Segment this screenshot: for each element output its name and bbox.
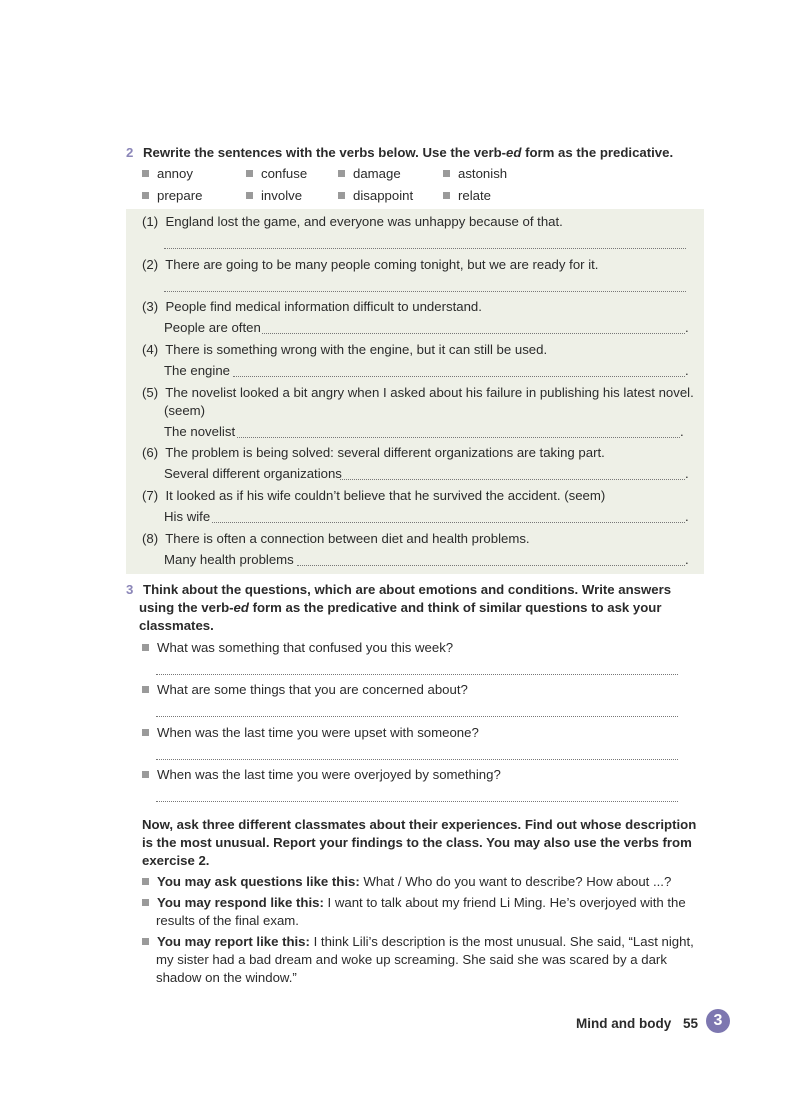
sentence-starter: His wife	[164, 509, 211, 524]
question-item: When was the last time you were upset with someone?	[142, 725, 479, 740]
sentence-starter: The engine	[164, 363, 230, 378]
tip-item: You may report like this: I think Lili’s description is the most unusual. She said, “Last night,	[142, 934, 694, 949]
answer-line[interactable]	[340, 479, 685, 480]
sentence-starter: People are often	[164, 320, 261, 335]
verb-item: prepare	[142, 188, 202, 203]
answer-line[interactable]	[156, 759, 678, 760]
bullet-square-icon	[142, 686, 149, 693]
answer-line[interactable]	[262, 333, 685, 334]
tip-item-continuation: results of the final exam.	[156, 913, 299, 928]
bullet-square-icon	[338, 170, 345, 177]
tip-item: You may respond like this: I want to talk about my friend Li Ming. He’s overjoyed with the	[142, 895, 686, 910]
bullet-square-icon	[142, 729, 149, 736]
sentence-starter: Several different organizations	[164, 466, 342, 481]
question-item: What are some things that you are concerned about?	[142, 682, 468, 697]
exercise-3-number: 3	[126, 582, 134, 597]
exercise-item: (8) There is often a connection between diet and health problems.	[142, 531, 530, 546]
verb-item: confuse	[246, 166, 307, 181]
answer-line[interactable]	[297, 565, 685, 566]
exercise-item: (6) The problem is being solved: several different organizations are taking part.	[142, 445, 605, 460]
exercise-3-heading: 3 Think about the questions, which are about emotions and conditions. Write answers	[126, 582, 672, 597]
verb-item: disappoint	[338, 188, 413, 203]
bullet-square-icon	[142, 878, 149, 885]
verb-item: astonish	[443, 166, 507, 181]
tip-item-continuation: my sister had a bad dream and woke up screaming. She said she was scared by a dark	[156, 952, 667, 967]
bullet-square-icon	[142, 899, 149, 906]
bullet-square-icon	[142, 938, 149, 945]
exercise-2-instruction: Rewrite the sentences with the verbs below. Use the verb-ed form as the predicative.	[143, 145, 674, 160]
unit-title: Mind and body	[576, 1016, 672, 1031]
sentence-starter: Many health problems	[164, 552, 294, 567]
exercise-2-heading	[126, 145, 673, 160]
question-item: What was something that confused you this week?	[142, 640, 453, 655]
exercise-item: (4) There is something wrong with the engine, but it can still be used.	[142, 342, 548, 357]
answer-line[interactable]	[164, 248, 686, 249]
exercise-item: (1) England lost the game, and everyone was unhappy because of that.	[142, 214, 563, 229]
exercise-3-heading-line: using the verb-ed form as the predicative and think of similar questions to ask your	[139, 600, 662, 615]
bullet-square-icon	[443, 170, 450, 177]
exercise-2-number: 2	[126, 145, 134, 160]
question-item: When was the last time you were overjoyed by something?	[142, 767, 501, 782]
verb-item: annoy	[142, 166, 193, 181]
bullet-square-icon	[142, 192, 149, 199]
answer-line[interactable]	[164, 291, 686, 292]
bullet-square-icon	[246, 170, 253, 177]
bullet-square-icon	[338, 192, 345, 199]
answer-line[interactable]	[156, 801, 678, 802]
exercise-3-heading-line: classmates.	[139, 618, 214, 633]
answer-line[interactable]	[212, 522, 685, 523]
unit-number-badge: 3	[706, 1009, 730, 1033]
verb-item: involve	[246, 188, 302, 203]
exercise-item: (2) There are going to be many people coming tonight, but we are ready for it.	[142, 257, 599, 272]
exercise-item: (3) People find medical information difficult to understand.	[142, 299, 482, 314]
sentence-starter: The novelist	[164, 424, 236, 439]
bullet-square-icon	[142, 170, 149, 177]
tip-item: You may ask questions like this: What / Who do you want to describe? How about ...?	[142, 874, 671, 889]
exercise-item-continuation: (seem)	[164, 403, 206, 418]
bullet-square-icon	[443, 192, 450, 199]
activity-instruction: exercise 2.	[142, 853, 210, 868]
answer-line[interactable]	[156, 674, 678, 675]
page-number: 55	[683, 1016, 699, 1031]
verb-item: relate	[443, 188, 491, 203]
bullet-square-icon	[142, 644, 149, 651]
verb-item: damage	[338, 166, 401, 181]
answer-line[interactable]	[156, 716, 678, 717]
exercise-item: (5) The novelist looked a bit angry when I asked about his failure in publishing his latest novel.	[142, 385, 694, 400]
answer-line[interactable]	[233, 376, 685, 377]
exercise-item: (7) It looked as if his wife couldn’t believe that he survived the accident. (seem)	[142, 488, 606, 503]
bullet-square-icon	[246, 192, 253, 199]
tip-item-continuation: shadow on the window.”	[156, 970, 297, 985]
activity-instruction: Now, ask three different classmates about their experiences. Find out whose description	[142, 817, 697, 832]
answer-line[interactable]	[237, 437, 680, 438]
bullet-square-icon	[142, 771, 149, 778]
activity-instruction: is the most unusual. Report your findings to the class. You may also use the verbs from	[142, 835, 692, 850]
